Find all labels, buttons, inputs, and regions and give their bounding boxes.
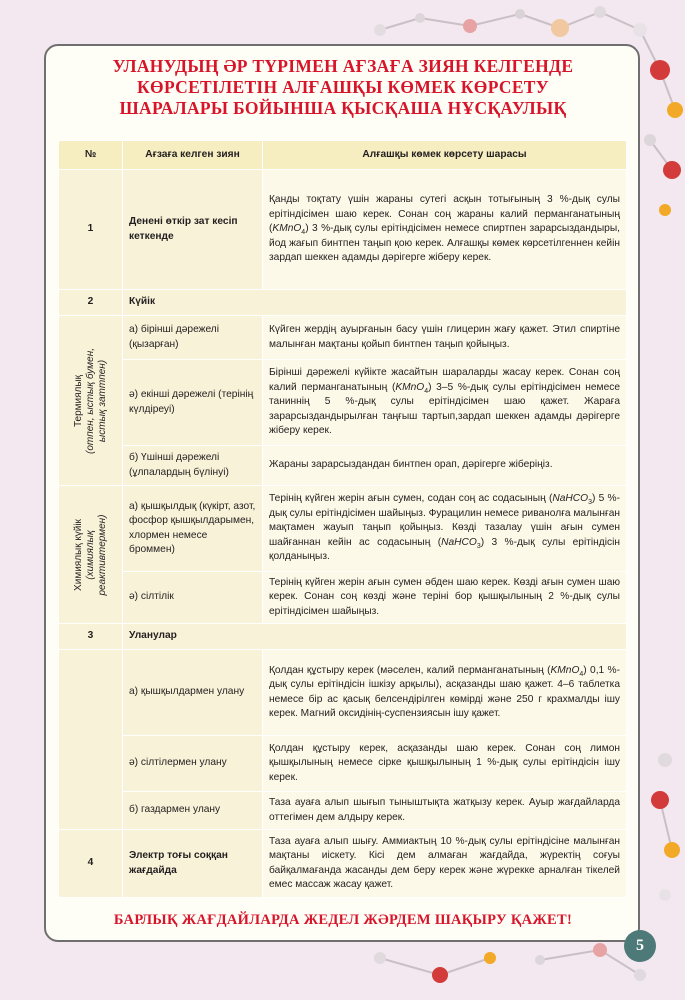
row-number: 3	[59, 624, 123, 650]
thermal-label: Термиялық	[72, 374, 84, 427]
thermal-burn-label	[59, 316, 123, 486]
table-row	[59, 316, 627, 360]
table-row	[59, 446, 627, 486]
table-row	[59, 650, 627, 736]
chemical-label: Химиялық күйік	[72, 518, 84, 591]
column-header-number: №	[59, 141, 123, 170]
footer-note: БАРЛЫҚ ЖАҒДАЙЛАРДА ЖЕДЕЛ ЖӘРДЕМ ШАҚЫРУ ҚАЖЕТ!	[113, 912, 573, 928]
thermal-sublabel-2: ыстық заттпен)	[96, 359, 108, 442]
page-number: 5	[624, 930, 656, 962]
aid-cell: Қолдан құстыру керек (мәселен, калий перманганатының (KMnO$_4$) 0,1 %-дық сулы ерітіндісін ішкізу арқылы), асқазанды шаю қажет. 4–6 таблетка немесе бір ас қасық белсендірілген көмірді және 250 г крахмалды ішу керек. Магний оксидінің-суспензиясын ішу қажет.	[263, 650, 627, 736]
harm-cell: ә) екінші дәрежелі (терінің күлдіреуі)	[123, 360, 263, 446]
title-line-1: УЛАНУДЫҢ ӘР ТҮРІМЕН АҒЗАҒА ЗИЯН КЕЛГЕНДЕ	[112, 56, 574, 76]
row-number: 1	[59, 170, 123, 290]
table-row	[59, 792, 627, 830]
aid-cell: Жараны зарарсыздандан бинтпен орап, дәрігерге жіберіңіз.	[263, 446, 627, 486]
harm-cell: б) газдармен улану	[123, 792, 263, 830]
aid-cell: Таза ауаға алып шығып тыныштықта жатқызу керек. Ауыр жағдайларда оттегімен дем алдыру керек.	[263, 792, 627, 830]
table-row	[59, 170, 627, 290]
chemical-sublabel-2: реактивтермен)	[96, 514, 108, 595]
section-label: Күйік	[123, 290, 627, 316]
aid-cell: Бірінші дәрежелі күйікте жасайтын шараларды жасау керек. Сонан соң калий перманганатының (KMnO$_4$) 3–5 %-дық сулы ерітіндісімен немесе таниннің 5 %-дық сулы ерітіндісімен шаю қажет. Жараға зарарсыздандырылған таңғыш тартып,зардап шеккен адамды дәрігерге жіберу керек.	[263, 360, 627, 446]
aid-cell: Таза ауаға алып шығу. Аммиактың 10 %-дық сулы ерітіндісіне малынған мақтаны иіскету. Кісі дем алмаған жағдайда, жүректің соғуы байқалмағанда жасанды дем беру керек және жүрекке арналған тікелей емес массаж жасау қажет.	[263, 830, 627, 898]
section-row-poisoning	[59, 624, 627, 650]
chemical-burn-label	[59, 486, 123, 624]
title-line-3: ШАРАЛАРЫ БОЙЫНША ҚЫСҚАША НҰСҚАУЛЫҚ	[119, 98, 567, 118]
harm-cell: Электр тоғы соққан жағдайда	[123, 830, 263, 898]
table-header-row	[59, 141, 627, 170]
aid-cell: Күйген жердің ауырғанын басу үшін глицерин жағу қажет. Этил спиртіне малынған мақтаны қойып бинтпен таңып қойыңыз.	[263, 316, 627, 360]
harm-cell: а) қышқылдық (күкірт, азот, фосфор қышқылдарымен, хлормен немесе броммен)	[123, 486, 263, 572]
harm-cell: Денені өткір зат кесіп кеткенде	[123, 170, 263, 290]
aid-cell: Қолдан құстыру керек, асқазанды шаю керек. Сонан соң лимон қышқылының немесе сірке қышқылының 1 %-дық сулы ерітіндісін ішу керек.	[263, 736, 627, 792]
table-row	[59, 360, 627, 446]
table-row	[59, 830, 627, 898]
column-header-harm: Ағзаға келген зиян	[123, 141, 263, 170]
row-number: 4	[59, 830, 123, 898]
harm-cell: б) Үшінші дәрежелі (ұлпалардың бүлінуі)	[123, 446, 263, 486]
harm-cell: ә) сілтілермен улану	[123, 736, 263, 792]
harm-cell: а) бірінші дәрежелі (қызарған)	[123, 316, 263, 360]
table-row	[59, 736, 627, 792]
chemical-sublabel-1: (химиялық	[84, 529, 96, 580]
section-label: Уланулар	[123, 624, 627, 650]
row-number-empty	[59, 650, 123, 830]
section-row-burns	[59, 290, 627, 316]
harm-cell: ә) сілтілік	[123, 572, 263, 624]
page-title	[50, 56, 636, 119]
aid-cell: Терінің күйген жерін ағын сумен, содан соң ас содасының (NaHCO$_3$) 5 %-дық сулы ерітіндісімен шайыңыз. Фурацилин немесе риванолға малынған мақтамен жауып таңып қойыңыз. Көзді тазалау үшін ағын сумен шайғаннан кейін ас содасының (NaHCO$_3$) 3 %-дық сулы ерітіндісін қолданыңыз.	[263, 486, 627, 572]
table-row	[59, 572, 627, 624]
aid-cell: Қанды тоқтату үшін жараны сутегі асқын тотығының 3 %-дық сулы ерітіндісімен шаю керек. Сонан соң жараны калий перманганатының (KMnO$_4$) 3 %-дық сулы ерітіндісімен немесе спиртпен зарарсыздандыры, йод жағып бинтпен таңып қою керек. Алғашқы көмек көрсетілгеннен кейін зардап шеккен адамды дәрігерге жіберу керек.	[263, 170, 627, 290]
title-line-2: КӨРСЕТІЛЕТІН АЛҒАШҚЫ КӨМЕК КӨРСЕТУ	[137, 77, 549, 97]
aid-cell: Терінің күйген жерін ағын сумен әбден шаю керек. Көзді ағын сумен шаю керек. Сонан соң көзді және теріні бор қышқылының 2 %-дық сулы ерітіндісімен шайыңыз.	[263, 572, 627, 624]
row-number: 2	[59, 290, 123, 316]
thermal-sublabel-1: (отпен, ыстық бумен,	[84, 347, 96, 454]
first-aid-table	[58, 140, 627, 898]
harm-cell: а) қышқылдармен улану	[123, 650, 263, 736]
column-header-aid: Алғашқы көмек көрсету шарасы	[263, 141, 627, 170]
table-row	[59, 486, 627, 572]
